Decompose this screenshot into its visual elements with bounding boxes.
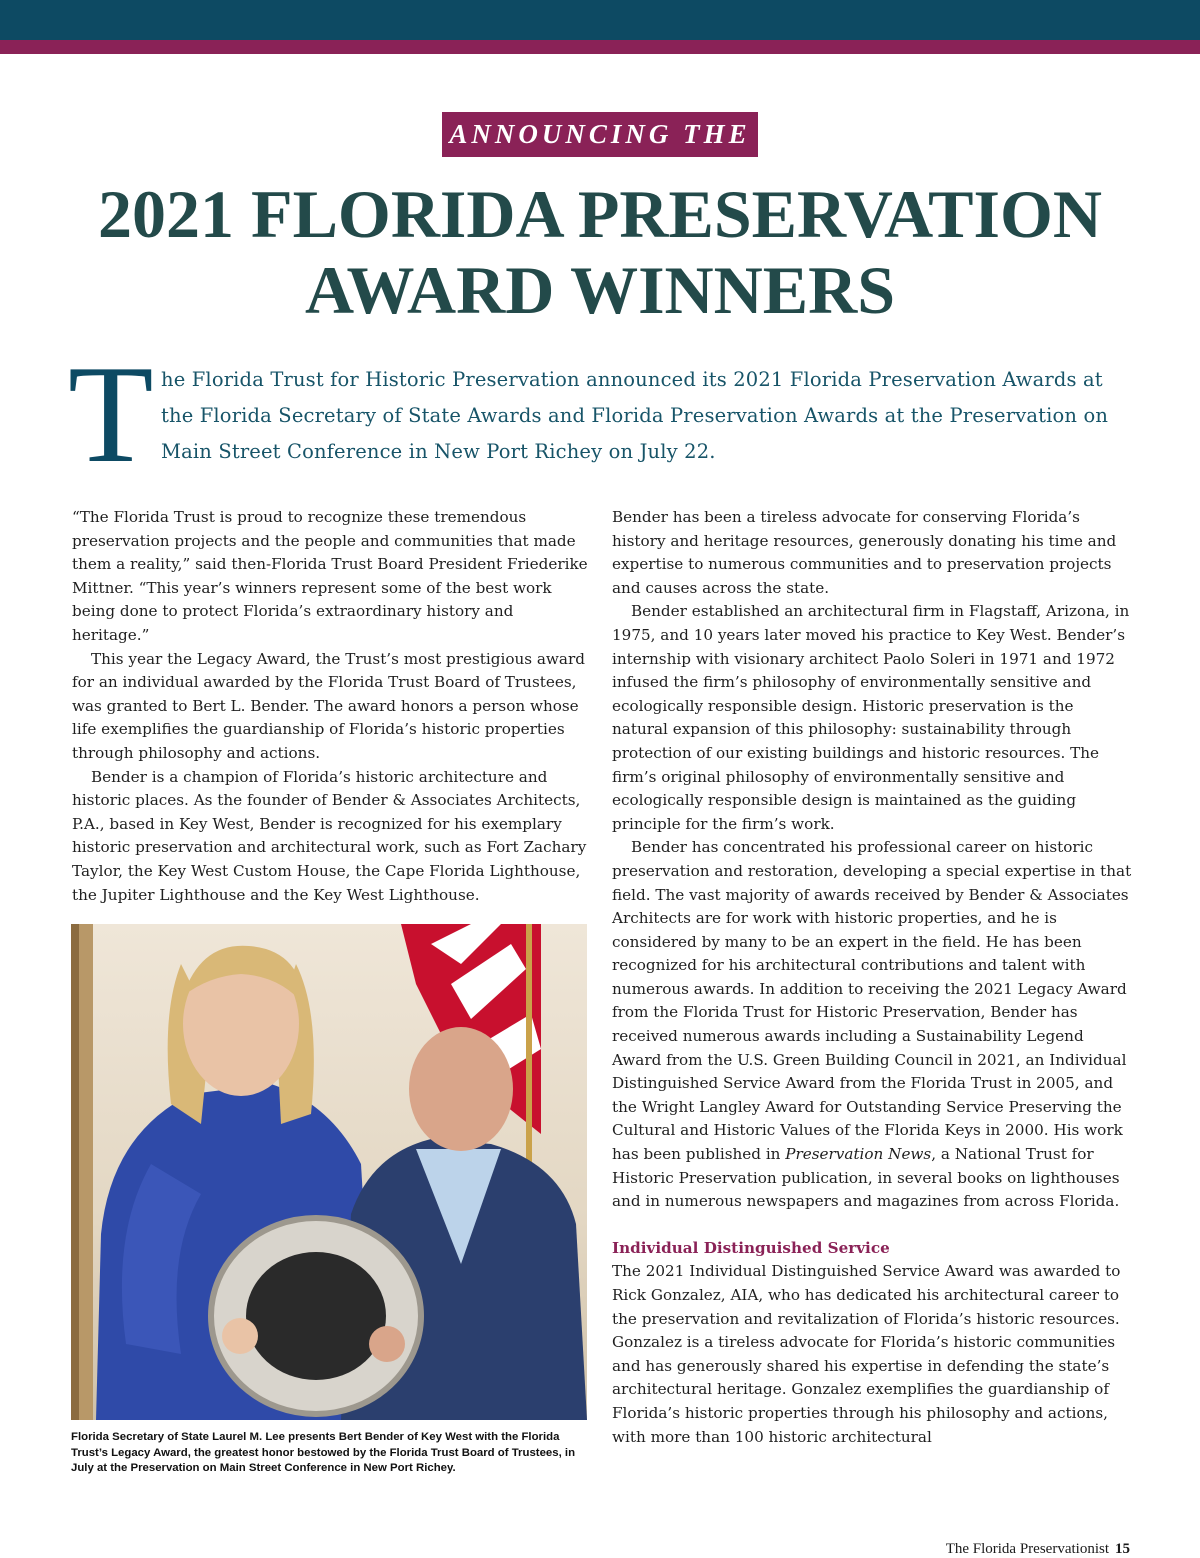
right-paragraph-4: The 2021 Individual Distinguished Service Award was awarded to Rick Gonzalez, AIA, who has dedicated his architectural career to the preservation and revitalization of Florida’s historic resources. Gonzalez is a tireless advocate for Florida’s historic communities and has generously shared his expertise in defending the state’s architectural heritage. Gonzalez exemplifies the guardianship of Florida’s historic properties through his philosophy and actions, with more than 100 historic architectural (612, 1262, 1121, 1446)
right-paragraph-1: Bender has been a tireless advocate for conserving Florida’s history and heritage resources, generously donating his time and expertise to numerous communities and to preservation projects and causes across the state. (612, 508, 1117, 597)
page-footer (946, 1541, 1130, 1558)
photo-caption: Florida Secretary of State Laurel M. Lee presents Bert Bender of Key West with the Florida Trust’s Legacy Award, the greatest honor bestowed by the Florida Trust Board of Trustees, in July at the Preservation on Main Street Conference in New Port Richey. (71, 1431, 576, 1475)
p3-text-after: , a National Trust for Historic Preservation publication, in several books on lighthouses and in numerous newspapers and magazines from across Florida. (612, 1145, 1120, 1211)
lede-paragraph: he Florida Trust for Historic Preservation announced its 2021 Florida Preservation Awards at the Florida Secretary of State Awards and Florida Preservation Awards at the Preservation on Main Street Conference in New Port Richey on July 22. (161, 368, 1109, 463)
award-plate-center (246, 1252, 386, 1380)
man-hand (369, 1326, 405, 1362)
publication-title: Preservation News (785, 1145, 932, 1164)
publication-name: The Florida Preservationist (945, 1541, 1109, 1557)
man-face (409, 1027, 513, 1151)
section-subhead: Individual Distinguished Service (612, 1238, 890, 1257)
page-title (0, 176, 1200, 328)
top-banner (0, 0, 1200, 40)
left-paragraph-1: “The Florida Trust is proud to recognize these tremendous preservation projects and the people and communities that made them a reality,” said then-Florida Trust Board President Friederike Mittner. “This year’s winners represent some of the best work being done to protect Florida’s extraordinary history and heritage.” (72, 508, 588, 644)
photo-illustration (71, 924, 587, 1420)
woman-hand (222, 1318, 258, 1354)
accent-stripe (0, 40, 1200, 54)
title-line-2: AWARD WINNERS (304, 252, 896, 328)
left-paragraph-3: Bender is a champion of Florida’s historic architecture and historic places. As the founder of Bender & Associates Architects, P.A., based in Key West, Bender is recognized for his exemplary historic preservation and architectural work, such as Fort Zachary Taylor, the Key West Custom House, the Cape Florida Lighthouse, the Jupiter Lighthouse and the Key West Lighthouse. (72, 767, 587, 904)
award-photo (71, 924, 587, 1420)
right-paragraph-2: Bender established an architectural firm in Flagstaff, Arizona, in 1975, and 10 years later moved his practice to Key West. Bender’s internship with visionary architect Paolo Soleri in 1971 and 1972 infused the firm’s philosophy of environmentally sensitive and ecologically responsible design. Historic preservation is the natural expansion of this philosophy: sustainability through protection of our existing buildings and historic resources. The firm’s original philosophy of environmentally sensitive and ecologically responsible design is maintained as the guiding principle for the firm’s work. (612, 602, 1130, 833)
right-column (612, 506, 1134, 1449)
left-paragraph-2: This year the Legacy Award, the Trust’s most prestigious award for an individual awarded by the Florida Trust Board of Trustees, was granted to Bert L. Bender. The award honors a person whose life exemplifies the guardianship of Florida’s historic properties through philosophy and actions. (72, 649, 585, 762)
right-paragraph-3 (612, 836, 1134, 1214)
left-column (72, 506, 592, 907)
kicker-label: ANNOUNCING THE (442, 112, 758, 157)
curtain-trim-edge (71, 924, 79, 1420)
drop-cap: T (68, 337, 154, 492)
page-number: 15 (1115, 1541, 1130, 1557)
p3-text-before: Bender has concentrated his professional career on historic preservation and restoration, developing a special expertise in that field. The vast majority of awards received by Bender & Associates Architects are for work with historic properties, and he is considered by many to be an expert in the field. He has been recognized for his architectural contributions and talent with numerous awards. In addition to receiving the 2021 Legacy Award from the Florida Trust for Historic Preservation, Bender has received numerous awards including a Sustainability Legend Award from the U.S. Green Building Council in 2021, an Individual Distinguished Service Award from the Florida Trust in 2005, and the Wright Langley Award for Outstanding Service Preserving the Cultural and Historic Values of the Florida Keys in 2000. His work has been published in (612, 838, 1132, 1164)
title-line-1: 2021 FLORIDA PRESERVATION (98, 176, 1102, 252)
